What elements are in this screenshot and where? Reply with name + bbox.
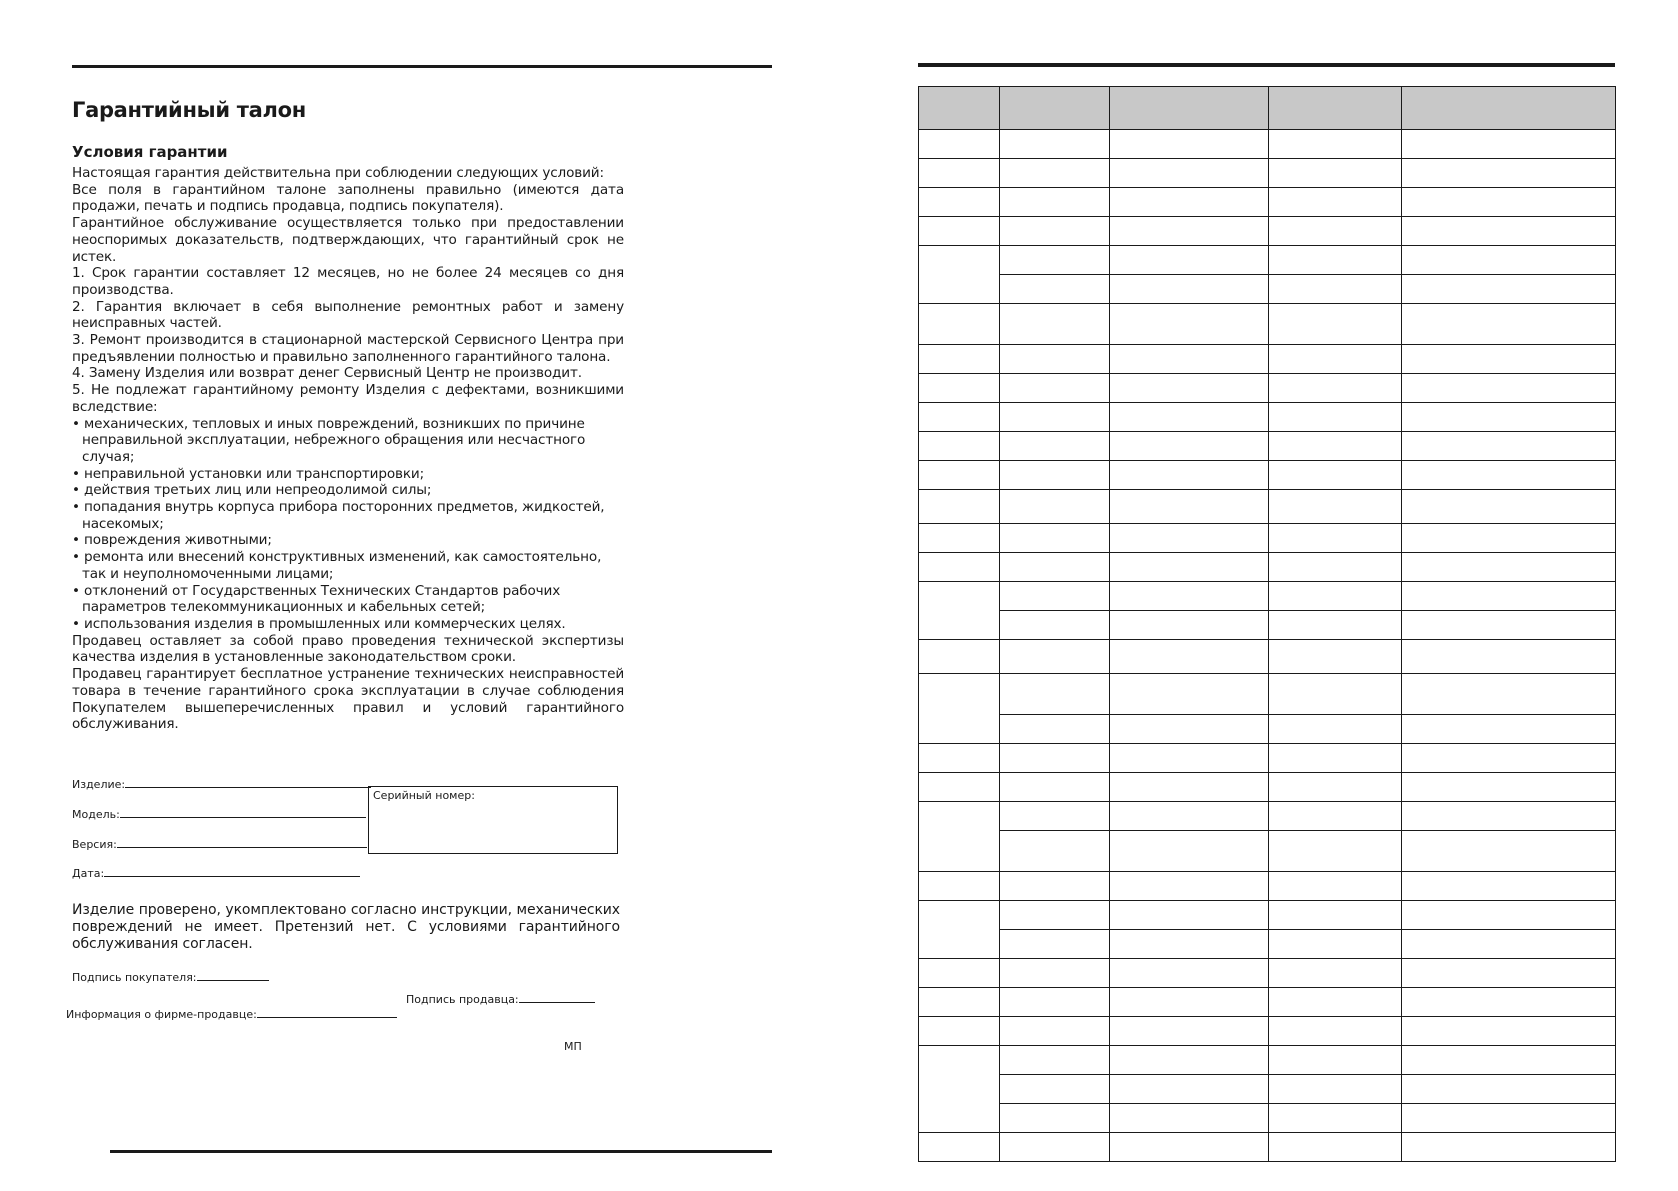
table-row xyxy=(919,553,1616,582)
table-row xyxy=(919,640,1616,674)
table-row xyxy=(919,159,1616,188)
table-cell[interactable] xyxy=(1000,959,1110,988)
table-cell[interactable] xyxy=(1000,304,1110,345)
table-cell[interactable] xyxy=(919,640,1000,674)
table-row xyxy=(919,930,1616,959)
table-cell[interactable] xyxy=(919,461,1000,490)
table-cell[interactable] xyxy=(1402,930,1616,959)
table-cell[interactable] xyxy=(1110,611,1269,640)
table-row xyxy=(919,188,1616,217)
table-cell[interactable] xyxy=(1402,432,1616,461)
table-cell[interactable] xyxy=(1110,773,1269,802)
table-cell[interactable] xyxy=(1269,988,1402,1017)
table-cell[interactable] xyxy=(1402,1104,1616,1133)
table-cell[interactable] xyxy=(1402,188,1616,217)
table-cell[interactable] xyxy=(919,802,1000,872)
serial-label: Серийный номер: xyxy=(373,789,475,802)
table-cell[interactable] xyxy=(1269,674,1402,715)
date-label: Дата: xyxy=(72,867,105,880)
bullet-item: • механических, тепловых и иных повреждений, возникших по причине неправильной эксплуатации, небрежного обращения или несчастного случая; xyxy=(72,415,586,465)
table-cell[interactable] xyxy=(919,744,1000,773)
firm-info[interactable] xyxy=(66,1007,397,1021)
table-cell[interactable] xyxy=(919,345,1000,374)
product-field[interactable] xyxy=(72,777,371,791)
table-cell[interactable] xyxy=(1000,188,1110,217)
table-cell[interactable] xyxy=(1269,1046,1402,1075)
table-cell[interactable] xyxy=(1000,744,1110,773)
table-cell[interactable] xyxy=(1269,872,1402,901)
table-row xyxy=(919,715,1616,744)
table-cell[interactable] xyxy=(1110,1046,1269,1075)
table-cell[interactable] xyxy=(1269,1017,1402,1046)
section-subtitle: Условия гарантии xyxy=(72,143,228,161)
table-cell[interactable] xyxy=(1000,582,1110,611)
bullet-item: • использования изделия в промышленных или коммерческих целях. xyxy=(72,615,566,632)
table-cell[interactable] xyxy=(1110,461,1269,490)
table-cell[interactable] xyxy=(1000,640,1110,674)
table-cell[interactable] xyxy=(1000,802,1110,831)
table-row xyxy=(919,959,1616,988)
paragraph: 3. Ремонт производится в стационарной мастерской Сервисного Центра при предъявлении полностью и правильно заполненного гарантийного талона. xyxy=(72,332,624,365)
table-cell[interactable] xyxy=(1110,1104,1269,1133)
top-rule-right xyxy=(918,63,1615,67)
table-cell[interactable] xyxy=(919,403,1000,432)
table-cell[interactable] xyxy=(1000,901,1110,930)
table-row xyxy=(919,744,1616,773)
table-cell[interactable] xyxy=(1110,831,1269,872)
table-cell[interactable] xyxy=(1110,715,1269,744)
table-cell[interactable] xyxy=(919,188,1000,217)
table-cell[interactable] xyxy=(1269,275,1402,304)
table-cell[interactable] xyxy=(1110,304,1269,345)
table-cell[interactable] xyxy=(1269,524,1402,553)
table-cell[interactable] xyxy=(1110,524,1269,553)
table-row xyxy=(919,403,1616,432)
table-cell[interactable] xyxy=(1269,1075,1402,1104)
table-cell[interactable] xyxy=(1402,159,1616,188)
table-cell[interactable] xyxy=(1402,345,1616,374)
table-row xyxy=(919,674,1616,715)
table-row xyxy=(919,246,1616,275)
table-row xyxy=(919,524,1616,553)
table-cell[interactable] xyxy=(1402,901,1616,930)
table-cell[interactable] xyxy=(919,872,1000,901)
table-cell[interactable] xyxy=(1110,1017,1269,1046)
table-cell[interactable] xyxy=(1269,345,1402,374)
table-cell[interactable] xyxy=(1000,611,1110,640)
firm-info-label: Информация о фирме-продавце: xyxy=(66,1008,257,1021)
model-line[interactable] xyxy=(120,807,366,818)
table-cell[interactable] xyxy=(1110,744,1269,773)
table-row xyxy=(919,802,1616,831)
table-cell[interactable] xyxy=(1402,872,1616,901)
table-cell[interactable] xyxy=(1402,553,1616,582)
table-cell[interactable] xyxy=(1269,217,1402,246)
top-rule-left xyxy=(72,65,772,68)
table-cell[interactable] xyxy=(1402,374,1616,403)
table-cell[interactable] xyxy=(1110,490,1269,524)
page-title: Гарантийный талон xyxy=(72,98,306,122)
table-cell[interactable] xyxy=(1110,901,1269,930)
table-body xyxy=(919,130,1616,1162)
table-row xyxy=(919,901,1616,930)
product-line[interactable] xyxy=(125,777,371,788)
table-cell[interactable] xyxy=(1402,959,1616,988)
table-cell[interactable] xyxy=(1402,715,1616,744)
table-cell[interactable] xyxy=(919,1046,1000,1133)
table-cell[interactable] xyxy=(1402,130,1616,159)
table-cell[interactable] xyxy=(1402,1017,1616,1046)
table-cell[interactable] xyxy=(1402,773,1616,802)
table-cell[interactable] xyxy=(919,524,1000,553)
header-cell xyxy=(1269,87,1402,130)
table-cell[interactable] xyxy=(1110,345,1269,374)
table-row xyxy=(919,304,1616,345)
table-cell[interactable] xyxy=(1402,988,1616,1017)
table-cell[interactable] xyxy=(1402,640,1616,674)
stamp-place: МП xyxy=(564,1040,582,1053)
table-row xyxy=(919,490,1616,524)
table-cell[interactable] xyxy=(919,582,1000,640)
table-cell[interactable] xyxy=(919,1017,1000,1046)
table-cell[interactable] xyxy=(1110,246,1269,275)
table-cell[interactable] xyxy=(1402,674,1616,715)
table-cell[interactable] xyxy=(919,159,1000,188)
table-cell[interactable] xyxy=(1000,461,1110,490)
serial-number-box[interactable] xyxy=(368,786,618,854)
table-cell[interactable] xyxy=(1269,246,1402,275)
table-row xyxy=(919,611,1616,640)
table-cell[interactable] xyxy=(919,130,1000,159)
table-cell[interactable] xyxy=(1269,553,1402,582)
table-row xyxy=(919,872,1616,901)
table-cell[interactable] xyxy=(1110,130,1269,159)
table-cell[interactable] xyxy=(1269,374,1402,403)
table-cell[interactable] xyxy=(919,246,1000,304)
table-cell[interactable] xyxy=(1269,901,1402,930)
table-cell[interactable] xyxy=(919,1133,1000,1162)
service-record-table xyxy=(918,86,1616,1162)
paragraph: Настоящая гарантия действительна при соблюдении следующих условий: xyxy=(72,165,604,181)
table-row xyxy=(919,217,1616,246)
table-cell[interactable] xyxy=(919,553,1000,582)
table-cell[interactable] xyxy=(1000,345,1110,374)
table-cell[interactable] xyxy=(1402,524,1616,553)
table-cell[interactable] xyxy=(1000,432,1110,461)
table-cell[interactable] xyxy=(919,304,1000,345)
table-cell[interactable] xyxy=(1269,159,1402,188)
table-cell[interactable] xyxy=(1269,831,1402,872)
table-cell[interactable] xyxy=(1110,582,1269,611)
table-cell[interactable] xyxy=(1110,1075,1269,1104)
table-cell[interactable] xyxy=(1269,490,1402,524)
table-row xyxy=(919,831,1616,872)
table-cell[interactable] xyxy=(919,773,1000,802)
table-cell[interactable] xyxy=(1402,403,1616,432)
table-cell[interactable] xyxy=(1110,553,1269,582)
table-row xyxy=(919,1133,1616,1162)
firm-info-line[interactable] xyxy=(257,1007,397,1018)
table-cell[interactable] xyxy=(1402,461,1616,490)
table-cell[interactable] xyxy=(1000,524,1110,553)
paragraph: Гарантийное обслуживание осуществляется только при предоставлении неоспоримых доказательств, подтверждающих, что гарантийный срок не истек. xyxy=(72,215,624,265)
table-row xyxy=(919,582,1616,611)
table-cell[interactable] xyxy=(1000,715,1110,744)
table-cell[interactable] xyxy=(1000,1133,1110,1162)
date-field[interactable] xyxy=(72,866,360,880)
paragraph: Продавец оставляет за собой право проведения технической экспертизы качества изделия в установленные законодательством сроки. xyxy=(72,632,624,666)
table-cell[interactable] xyxy=(1269,744,1402,773)
buyer-signature[interactable] xyxy=(72,970,269,984)
table-cell[interactable] xyxy=(1402,611,1616,640)
table-cell[interactable] xyxy=(1110,872,1269,901)
table-row xyxy=(919,432,1616,461)
table-header-row xyxy=(919,87,1616,130)
header-cell xyxy=(1402,87,1616,130)
date-line[interactable] xyxy=(104,866,360,877)
seller-signature-label: Подпись продавца: xyxy=(406,993,519,1006)
table-cell[interactable] xyxy=(1000,930,1110,959)
table-cell[interactable] xyxy=(1000,831,1110,872)
version-field[interactable] xyxy=(72,837,367,851)
table-cell[interactable] xyxy=(1110,275,1269,304)
table-cell[interactable] xyxy=(1110,188,1269,217)
table-cell[interactable] xyxy=(1110,640,1269,674)
table-cell[interactable] xyxy=(1000,773,1110,802)
table-cell[interactable] xyxy=(1000,403,1110,432)
table-cell[interactable] xyxy=(1269,959,1402,988)
table-cell[interactable] xyxy=(1269,640,1402,674)
table-cell[interactable] xyxy=(1110,217,1269,246)
table-cell[interactable] xyxy=(1000,553,1110,582)
table-row xyxy=(919,988,1616,1017)
model-label: Модель: xyxy=(72,808,120,821)
table-cell[interactable] xyxy=(1269,1133,1402,1162)
table-cell[interactable] xyxy=(1269,188,1402,217)
table-cell[interactable] xyxy=(1000,246,1110,275)
table-cell[interactable] xyxy=(919,988,1000,1017)
paragraph: 2. Гарантия включает в себя выполнение ремонтных работ и замену неисправных частей. xyxy=(72,298,624,332)
table-cell[interactable] xyxy=(1000,1046,1110,1075)
table-cell[interactable] xyxy=(1402,582,1616,611)
table-cell[interactable] xyxy=(919,959,1000,988)
version-label: Версия: xyxy=(72,838,117,851)
table-cell[interactable] xyxy=(1402,304,1616,345)
table-cell[interactable] xyxy=(1269,130,1402,159)
product-label: Изделие: xyxy=(72,778,126,791)
table-cell[interactable] xyxy=(1269,582,1402,611)
table-cell[interactable] xyxy=(1110,988,1269,1017)
table-cell[interactable] xyxy=(1000,674,1110,715)
table-cell[interactable] xyxy=(1269,461,1402,490)
table-cell[interactable] xyxy=(1269,1104,1402,1133)
table-cell[interactable] xyxy=(1269,403,1402,432)
table-cell[interactable] xyxy=(1110,403,1269,432)
table-cell[interactable] xyxy=(919,432,1000,461)
table-row xyxy=(919,130,1616,159)
table-cell[interactable] xyxy=(919,374,1000,403)
table-cell[interactable] xyxy=(1269,715,1402,744)
header-cell xyxy=(1110,87,1269,130)
table-cell[interactable] xyxy=(1000,988,1110,1017)
paragraph: Все поля в гарантийном талоне заполнены правильно (имеются дата продажи, печать и подпись продавца, подпись покупателя). xyxy=(72,181,624,215)
table-row xyxy=(919,1046,1616,1075)
bullet-item: • отклонений от Государственных Технических Стандартов рабочих параметров телекоммуникационных и кабельных сетей; xyxy=(72,582,561,616)
table-cell[interactable] xyxy=(1269,930,1402,959)
table-cell[interactable] xyxy=(919,674,1000,744)
table-cell[interactable] xyxy=(1000,872,1110,901)
model-field[interactable] xyxy=(72,807,366,821)
table-cell[interactable] xyxy=(1110,959,1269,988)
table-row xyxy=(919,374,1616,403)
bottom-rule-left xyxy=(110,1150,772,1153)
table-cell[interactable] xyxy=(1000,130,1110,159)
table-cell[interactable] xyxy=(1000,275,1110,304)
table-cell[interactable] xyxy=(1269,304,1402,345)
bullet-item: • попадания внутрь корпуса прибора посторонних предметов, жидкостей, насекомых; xyxy=(72,499,605,532)
table-cell[interactable] xyxy=(919,217,1000,246)
table-cell[interactable] xyxy=(1000,1017,1110,1046)
table-cell[interactable] xyxy=(919,901,1000,959)
table-cell[interactable] xyxy=(1110,374,1269,403)
table-cell[interactable] xyxy=(1000,159,1110,188)
table-cell[interactable] xyxy=(1402,490,1616,524)
warranty-conditions xyxy=(72,165,624,733)
buyer-signature-label: Подпись покупателя: xyxy=(72,971,197,984)
table-cell[interactable] xyxy=(1402,831,1616,872)
seller-signature-line[interactable] xyxy=(519,992,595,1003)
table-row xyxy=(919,345,1616,374)
table-cell[interactable] xyxy=(1110,1133,1269,1162)
table-cell[interactable] xyxy=(919,490,1000,524)
paragraph: 1. Срок гарантии составляет 12 месяцев, но не более 24 месяцев со дня производства. xyxy=(72,265,624,298)
table-cell[interactable] xyxy=(1402,744,1616,773)
table-cell[interactable] xyxy=(1402,802,1616,831)
table-cell[interactable] xyxy=(1000,217,1110,246)
table-cell[interactable] xyxy=(1402,1046,1616,1075)
table-cell[interactable] xyxy=(1000,1104,1110,1133)
buyer-signature-line[interactable] xyxy=(197,970,269,981)
bullet-item: • неправильной установки или транспортировки; xyxy=(72,465,425,482)
bullet-item: • повреждения животными; xyxy=(72,532,272,549)
table-cell[interactable] xyxy=(1269,802,1402,831)
header-cell xyxy=(1000,87,1110,130)
table-cell[interactable] xyxy=(1402,217,1616,246)
version-line[interactable] xyxy=(117,837,367,848)
bullet-item: • действия третьих лиц или непреодолимой силы; xyxy=(72,482,432,499)
table-cell[interactable] xyxy=(1000,490,1110,524)
table-cell[interactable] xyxy=(1110,674,1269,715)
table-cell[interactable] xyxy=(1269,773,1402,802)
table-cell[interactable] xyxy=(1110,432,1269,461)
paragraph: 5. Не подлежат гарантийному ремонту Изделия с дефектами, возникшими вследствие: xyxy=(72,382,624,415)
table-cell[interactable] xyxy=(1402,1133,1616,1162)
table-row xyxy=(919,773,1616,802)
table-cell[interactable] xyxy=(1269,432,1402,461)
table-cell[interactable] xyxy=(1000,374,1110,403)
bullet-item: • ремонта или внесений конструктивных изменений, как самостоятельно, так и неуполномоченными лицами; xyxy=(72,549,602,582)
confirmation-text: Изделие проверено, укомплектовано согласно инструкции, механических повреждений не имеет. Претензий нет. С условиями гарантийного обслуживания согласен. xyxy=(72,902,620,952)
table-row xyxy=(919,275,1616,304)
table-row xyxy=(919,1075,1616,1104)
table-cell[interactable] xyxy=(1269,611,1402,640)
seller-signature[interactable] xyxy=(406,992,595,1006)
table-cell[interactable] xyxy=(1402,275,1616,304)
header-cell xyxy=(919,87,1000,130)
table-cell[interactable] xyxy=(1000,1075,1110,1104)
paragraph: Продавец гарантирует бесплатное устранение технических неисправностей товара в течение гарантийного срока эксплуатации в случае соблюдения Покупателем вышеперечисленных правил и условий гарантийного обслуживания. xyxy=(72,666,624,733)
paragraph: 4. Замену Изделия или возврат денег Сервисный Центр не производит. xyxy=(72,365,582,382)
table-row xyxy=(919,1017,1616,1046)
table-cell[interactable] xyxy=(1110,159,1269,188)
table-row xyxy=(919,1104,1616,1133)
table-cell[interactable] xyxy=(1402,246,1616,275)
table-cell[interactable] xyxy=(1110,930,1269,959)
table-cell[interactable] xyxy=(1110,802,1269,831)
table-cell[interactable] xyxy=(1402,1075,1616,1104)
table-row xyxy=(919,461,1616,490)
